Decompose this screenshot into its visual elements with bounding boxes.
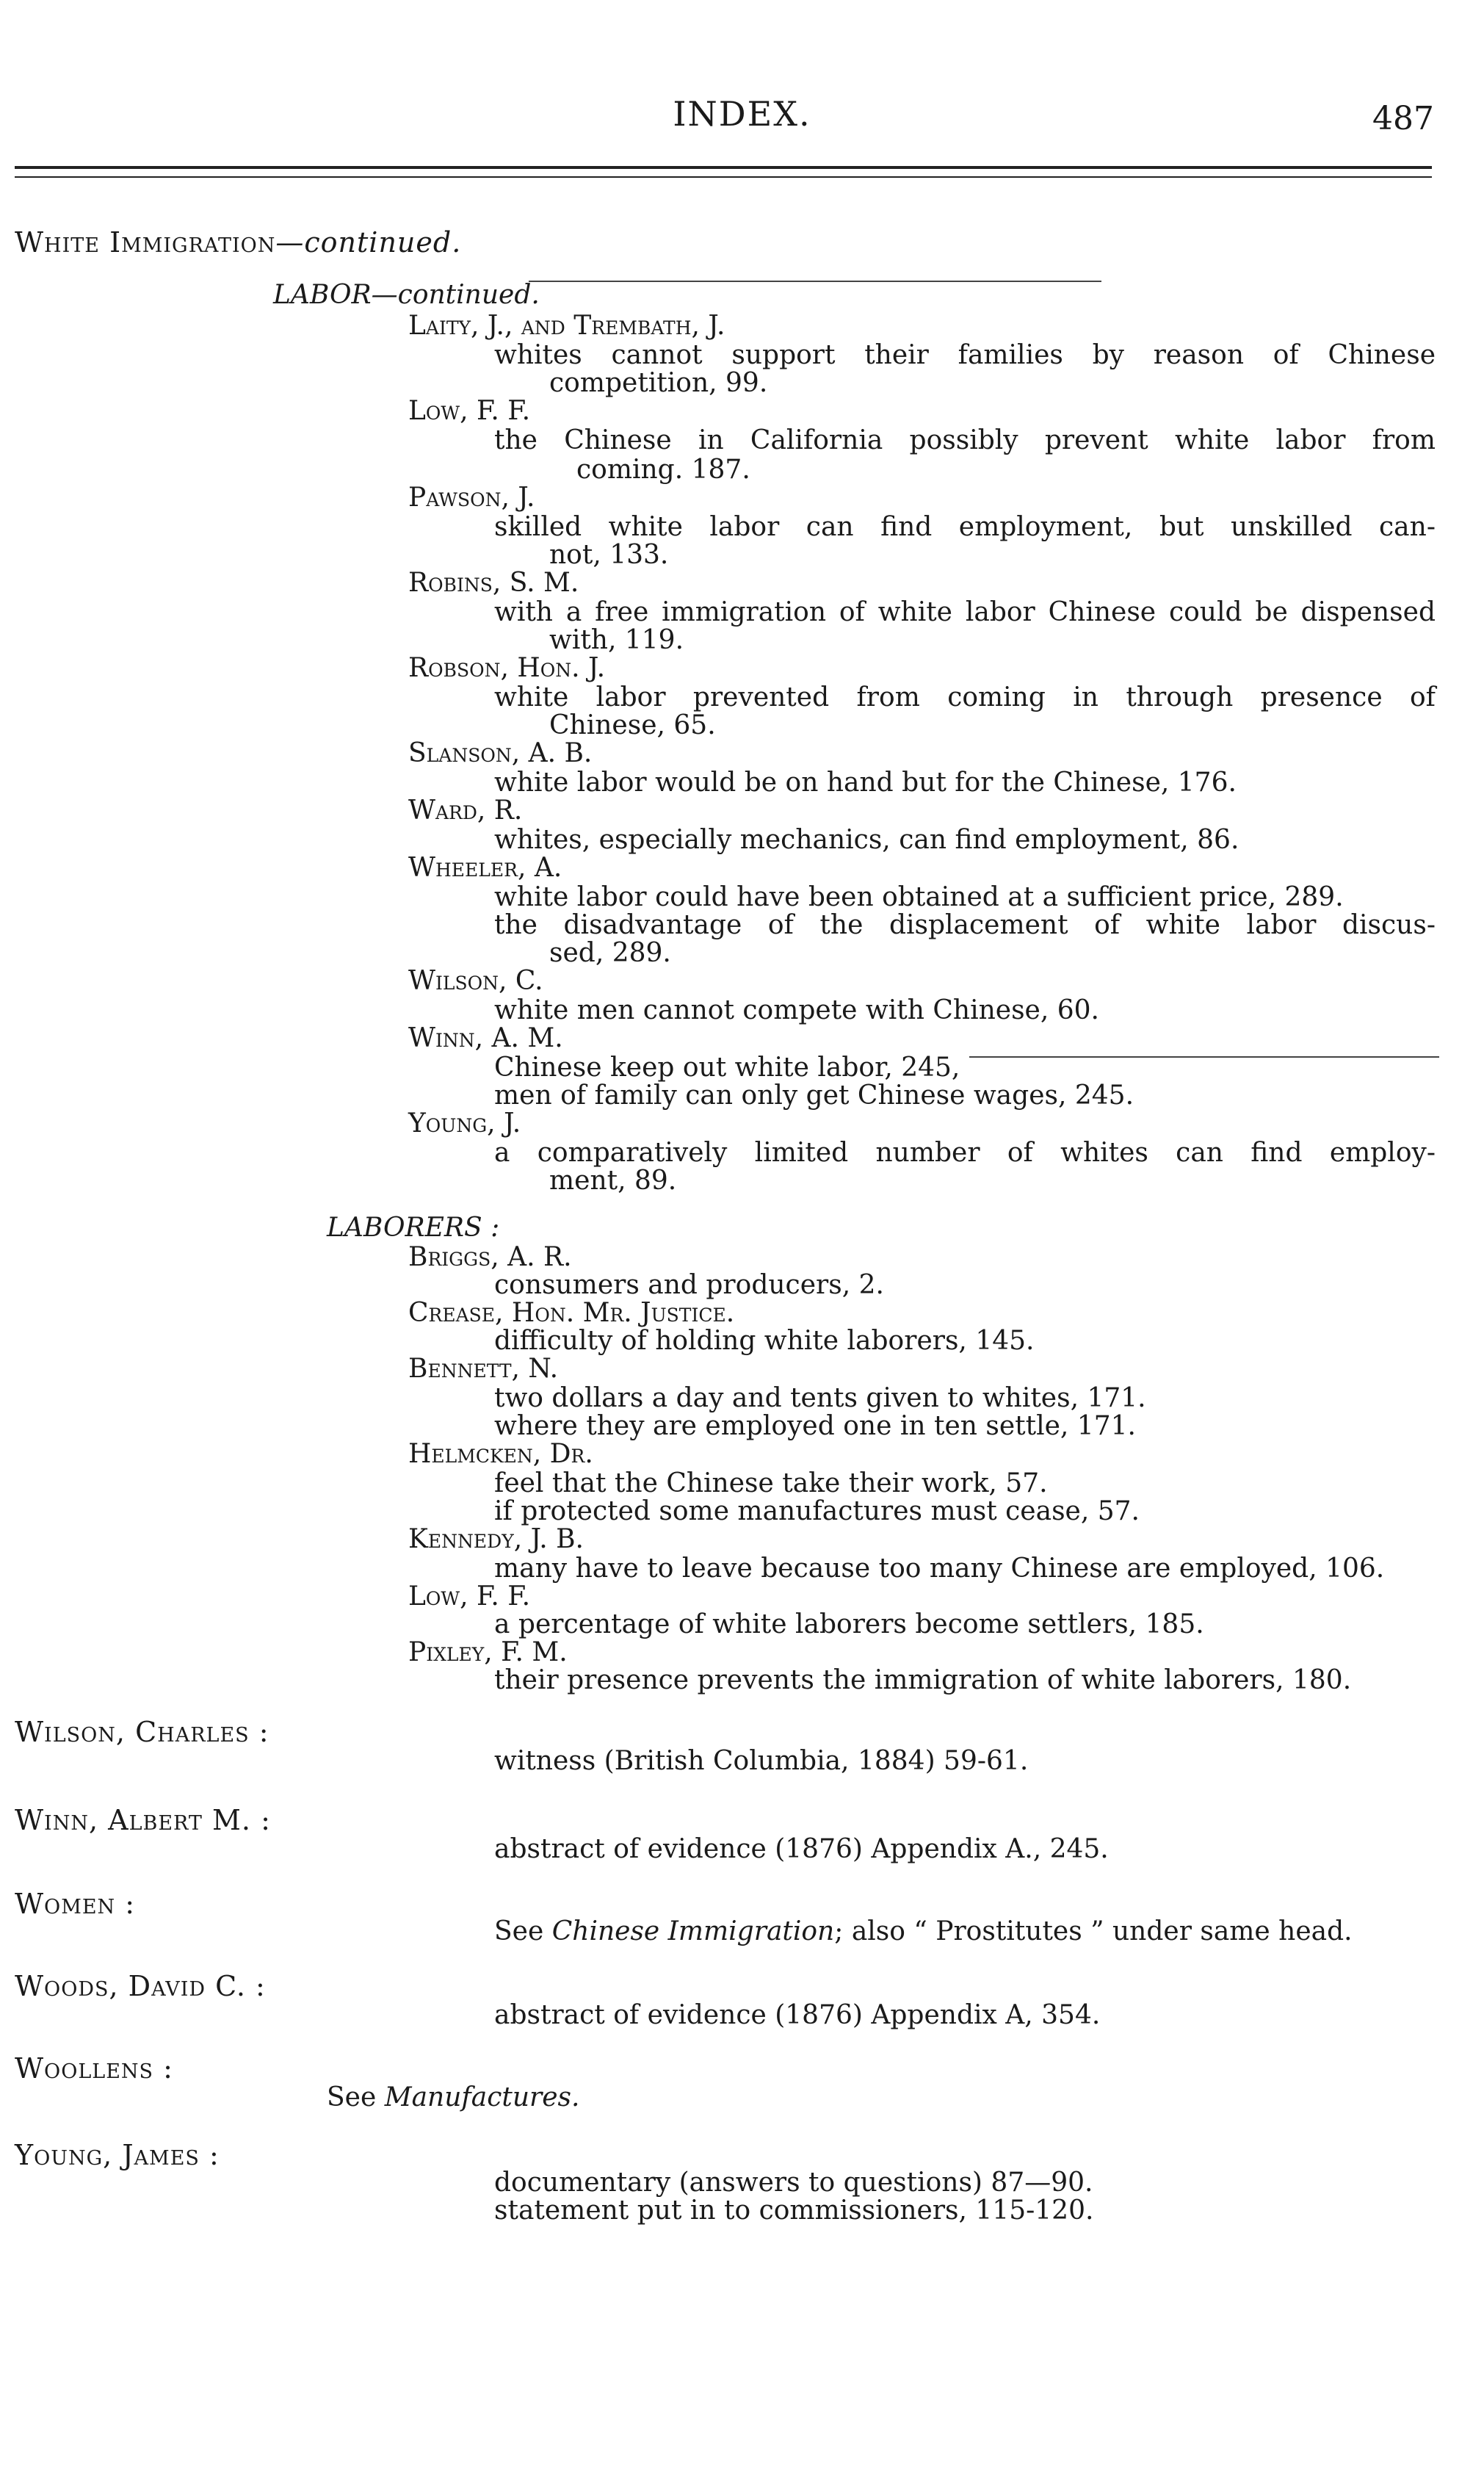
index-line	[494, 1666, 1351, 1695]
line-text: not, 133.	[549, 540, 669, 570]
index-line	[327, 2083, 579, 2112]
index-line	[494, 598, 1436, 627]
page-number: 487	[1372, 100, 1434, 137]
index-line	[494, 2196, 1093, 2226]
index-line	[494, 1327, 1034, 1356]
header-rule-bottom	[15, 176, 1432, 178]
index-line	[15, 2054, 173, 2083]
index-line	[576, 455, 750, 485]
see-prefix: See	[327, 2082, 385, 2112]
line-text: Young, J.	[408, 1108, 521, 1138]
line-text: consumers and producers, 2.	[494, 1270, 884, 1300]
line-text: Winn, A. M.	[408, 1023, 563, 1053]
index-line	[408, 1299, 734, 1328]
index-line	[15, 1717, 269, 1747]
index-line	[494, 683, 1436, 712]
line-text: Low, F. F.	[408, 396, 531, 426]
line-text: white labor could have been obtained at a sufficient price, 289.	[494, 882, 1344, 912]
index-line	[494, 341, 1436, 370]
index-line	[549, 939, 671, 968]
line-text: White Immigration	[15, 226, 276, 259]
index-line	[549, 369, 767, 398]
index-line	[549, 711, 716, 740]
line-text: a comparatively limited number of whites can find employ-	[494, 1138, 1436, 1168]
index-line	[494, 1271, 884, 1300]
line-text: Robins, S. M.	[408, 568, 579, 598]
index-line	[494, 513, 1436, 542]
index-line	[15, 228, 461, 257]
line-text: feel that the Chinese take their work, 57.	[494, 1468, 1048, 1498]
index-line	[494, 996, 1099, 1025]
line-text: a percentage of white laborers become settlers, 185.	[494, 1609, 1204, 1639]
line-text: Wilson, Charles :	[15, 1716, 269, 1748]
line-text: Laity, J., and Trembath, J.	[408, 311, 725, 341]
line-text: men of family can only get Chinese wages, 245.	[494, 1080, 1134, 1111]
line-text: many have to leave because too many Chinese are employed, 106.	[494, 1553, 1385, 1584]
line-text: LABORERS :	[327, 1213, 500, 1243]
index-line	[273, 281, 540, 310]
index-line	[408, 796, 522, 826]
line-text: Robson, Hon. J.	[408, 653, 606, 683]
index-line	[15, 1805, 271, 1835]
index-line	[408, 483, 535, 513]
cross-reference: Manufactures.	[384, 2082, 580, 2112]
line-text: if protected some manufactures must cease, 57.	[494, 1496, 1140, 1526]
section-rule-winn	[969, 1056, 1439, 1058]
line-text: whites, especially mechanics, can find employment, 86.	[494, 825, 1239, 855]
index-line	[408, 654, 605, 683]
line-text: their presence prevents the immigration of white laborers, 180.	[494, 1665, 1352, 1695]
index-line	[494, 1554, 1384, 1584]
line-text: abstract of evidence (1876) Appendix A, 354.	[494, 2000, 1101, 2030]
index-line	[408, 854, 562, 883]
line-text: where they are employed one in ten settle, 171.	[494, 1411, 1136, 1441]
line-text: Wheeler, A.	[408, 853, 562, 883]
index-line	[408, 311, 725, 341]
index-line	[494, 1835, 1109, 1864]
continued-label: —continued.	[275, 226, 462, 259]
index-line	[494, 826, 1239, 855]
line-text: white men cannot compete with Chinese, 60.	[494, 995, 1099, 1025]
line-text: Women :	[15, 1888, 136, 1920]
line-text: statement put in to commissioners, 115-120.	[494, 2195, 1094, 2226]
index-line	[494, 1469, 1048, 1498]
index-line	[494, 1081, 1134, 1111]
index-line	[15, 1971, 266, 2001]
index-line	[494, 1412, 1136, 1441]
line-text: competition, 99.	[549, 368, 768, 398]
line-text: white labor prevented from coming in through presence of	[494, 682, 1436, 712]
index-line	[494, 1138, 1436, 1168]
index-line	[408, 397, 530, 426]
index-line	[408, 1024, 563, 1053]
index-line	[494, 1610, 1204, 1639]
index-line	[327, 1213, 499, 1243]
index-line	[408, 1109, 521, 1138]
header-rule-top	[15, 166, 1432, 169]
index-line	[408, 569, 579, 598]
index-line	[494, 1053, 960, 1083]
index-line	[408, 967, 543, 996]
index-line	[494, 911, 1436, 940]
index-line	[408, 1440, 593, 1469]
line-text: Winn, Albert M. :	[15, 1804, 271, 1836]
index-line	[408, 739, 592, 768]
index-line	[494, 426, 1436, 455]
index-line	[15, 1889, 135, 1919]
line-text: coming. 187.	[576, 455, 750, 485]
line-text: Kennedy, J. B.	[408, 1524, 584, 1554]
line-text: Woods, David C. :	[15, 1970, 266, 2002]
line-text: two dollars a day and tents given to whites, 171.	[494, 1383, 1146, 1413]
index-line	[549, 541, 668, 570]
line-text: Ward, R.	[408, 795, 523, 826]
index-line	[494, 1747, 1028, 1776]
line-text: Woollens :	[15, 2052, 173, 2085]
index-line	[408, 1243, 572, 1272]
line-text: Briggs, A. R.	[408, 1242, 572, 1272]
index-line	[494, 2168, 1093, 2198]
line-text: the disadvantage of the displacement of white labor discus-	[494, 910, 1436, 940]
index-line	[408, 1525, 584, 1554]
line-text: Young, James :	[15, 2139, 220, 2171]
line-text: Slanson, A. B.	[408, 738, 593, 768]
line-text: Crease, Hon. Mr. Justice.	[408, 1298, 735, 1328]
line-text: skilled white labor can find employment, but unskilled can-	[494, 512, 1436, 542]
line-text: difficulty of holding white laborers, 145.	[494, 1326, 1035, 1356]
index-line	[549, 1166, 676, 1196]
index-line	[494, 1917, 1353, 1946]
line-text: Low, F. F.	[408, 1581, 531, 1612]
line-text: witness (British Columbia, 1884) 59-61.	[494, 1746, 1029, 1776]
index-line	[494, 768, 1237, 798]
line-text: with a free immigration of white labor Chinese could be dispensed	[494, 597, 1436, 627]
line-text: Chinese keep out white labor, 245,	[494, 1053, 960, 1083]
continued-label: —continued.	[371, 280, 540, 310]
cross-reference: Chinese Immigration	[551, 1916, 835, 1946]
line-text: ment, 89.	[549, 1166, 677, 1196]
section-rule	[529, 281, 1101, 282]
line-text: Wilson, C.	[408, 966, 543, 996]
line-text: LABOR	[273, 280, 372, 310]
line-text: whites cannot support their families by reason of Chinese	[494, 340, 1436, 370]
see-prefix: See	[494, 1916, 552, 1946]
line-text: white labor would be on hand but for the Chinese, 176.	[494, 768, 1237, 798]
line-text: Bennett, N.	[408, 1354, 559, 1384]
index-line	[408, 1582, 530, 1612]
line-text: Pixley, F. M.	[408, 1637, 568, 1667]
index-line	[494, 1384, 1146, 1413]
line-text: Chinese, 65.	[549, 710, 716, 740]
line-text: Pawson, J.	[408, 483, 535, 513]
line-text: the Chinese in California possibly prevent white labor from	[494, 425, 1436, 455]
line-text: documentary (answers to questions) 87—90.	[494, 2168, 1093, 2198]
index-line	[494, 883, 1344, 912]
index-line	[494, 2001, 1100, 2030]
line-text: ; also “ Prostitutes ” under same head.	[834, 1916, 1353, 1946]
index-line	[549, 626, 684, 655]
line-text: abstract of evidence (1876) Appendix A., 245.	[494, 1834, 1109, 1864]
index-line	[408, 1354, 558, 1384]
index-line	[408, 1638, 568, 1667]
index-line	[15, 2140, 220, 2170]
page-title: INDEX.	[673, 94, 811, 134]
line-text: with, 119.	[549, 625, 684, 655]
line-text: sed, 289.	[549, 938, 671, 968]
index-line	[494, 1497, 1140, 1526]
line-text: Helmcken, Dr.	[408, 1439, 593, 1469]
